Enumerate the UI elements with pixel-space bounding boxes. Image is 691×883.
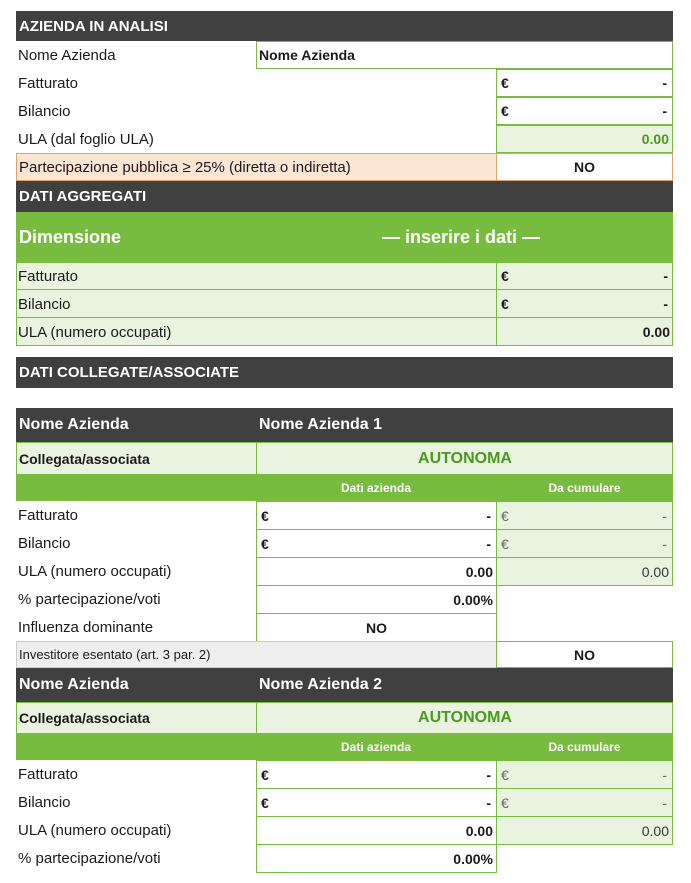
company-header: Nome Azienda Nome Azienda 1 [16,408,673,442]
c1-influenza-select[interactable]: NO [256,613,497,642]
ula-value: 0.00 [496,125,673,153]
dimensione-banner [16,212,673,262]
agg-bilancio-label: Bilancio [18,295,71,313]
c1-ula-label: ULA (numero occupati) [18,562,172,580]
c1-fatturato-cum: € - [496,501,673,530]
fatturato-input[interactable]: € - [496,69,673,97]
section-title-azienda: AZIENDA IN ANALISI [16,11,673,41]
col-da-cumulare: Da cumulare [548,481,621,495]
nome-azienda-label: Nome Azienda [18,46,116,64]
nome-azienda-input[interactable]: Nome Azienda [256,41,673,69]
euro-sign: € [261,766,269,783]
euro-sign: € [501,103,509,119]
dimensione-label: Dimensione [19,226,122,247]
c1-fatturato-input[interactable]: € - [256,501,497,530]
euro-sign: € [501,296,509,312]
euro-sign: € [501,268,509,284]
c2-ula-label: ULA (numero occupati) [18,821,172,839]
c1-bilancio-cum: € - [496,529,673,558]
c1-bilancio-label: Bilancio [18,534,71,552]
c2-bilancio-label: Bilancio [18,793,71,811]
fatturato-label: Fatturato [18,74,79,92]
company-type-value[interactable]: AUTONOMA [418,449,512,467]
col-dati-azienda: Dati azienda [340,740,412,754]
c2-bilancio-cum: € - [496,788,673,817]
col-dati-azienda: Dati azienda [340,481,412,495]
c1-ula-input[interactable]: 0.00 [256,557,497,586]
euro-sign: € [261,535,269,552]
company-type-value[interactable]: AUTONOMA [418,709,512,726]
section-title-aggregati: DATI AGGREGATI [16,181,673,212]
c1-investitore-select[interactable]: NO [496,641,673,668]
euro-sign: € [501,75,509,91]
col-da-cumulare: Da cumulare [548,740,621,754]
euro-sign: € [261,507,269,524]
bilancio-input[interactable]: € - [496,97,673,125]
company-type-row: Collegata/associata [16,442,673,475]
c1-investitore-label: Investitore esentato (art. 3 par. 2) [16,641,497,668]
c2-ula-input[interactable]: 0.00 [256,816,497,845]
c2-perc-label: % partecipazione/voti [18,849,161,867]
c2-fatturato-input[interactable]: € - [256,760,497,789]
company-header: Nome Azienda Nome Azienda 2 [16,668,673,702]
c2-perc-input[interactable]: 0.00% [256,844,497,873]
euro-sign: € [501,507,509,524]
c2-fatturato-label: Fatturato [18,765,79,783]
agg-fatturato-value: € - [501,268,668,284]
c1-perc-input[interactable]: 0.00% [256,585,497,614]
c1-bilancio-input[interactable]: € - [256,529,497,558]
euro-sign: € [501,794,509,811]
c2-fatturato-cum: € - [496,760,673,789]
euro-sign: € [501,766,509,783]
ula-label: ULA (dal foglio ULA) [18,130,154,148]
partecipazione-pubblica-label: Partecipazione pubblica ≥ 25% (diretta o indiretta) [16,153,497,181]
section-title-collegate: DATI COLLEGATE/ASSOCIATE [16,357,673,388]
agg-ula-value: 0.00 [642,324,670,340]
c1-fatturato-label: Fatturato [18,506,79,524]
bilancio-label: Bilancio [18,102,71,120]
company-name[interactable]: Nome Azienda 1 [259,416,382,433]
agg-ula-label: ULA (numero occupati) [18,323,172,341]
euro-sign: € [501,535,509,552]
c1-ula-cum: 0.00 [496,557,673,586]
agg-bilancio-value: € - [501,296,668,312]
dimensione-value: — inserire i dati — [382,226,541,247]
partecipazione-pubblica-select[interactable]: NO [496,153,673,181]
c1-influenza-label: Influenza dominante [18,618,154,636]
company-name[interactable]: Nome Azienda 2 [259,676,382,693]
euro-sign: € [261,794,269,811]
c1-perc-label: % partecipazione/voti [18,590,161,608]
c2-ula-cum: 0.00 [496,816,673,845]
agg-fatturato-label: Fatturato [18,267,79,285]
c2-bilancio-input[interactable]: € - [256,788,497,817]
company-type-row: Collegata/associata [16,702,673,734]
